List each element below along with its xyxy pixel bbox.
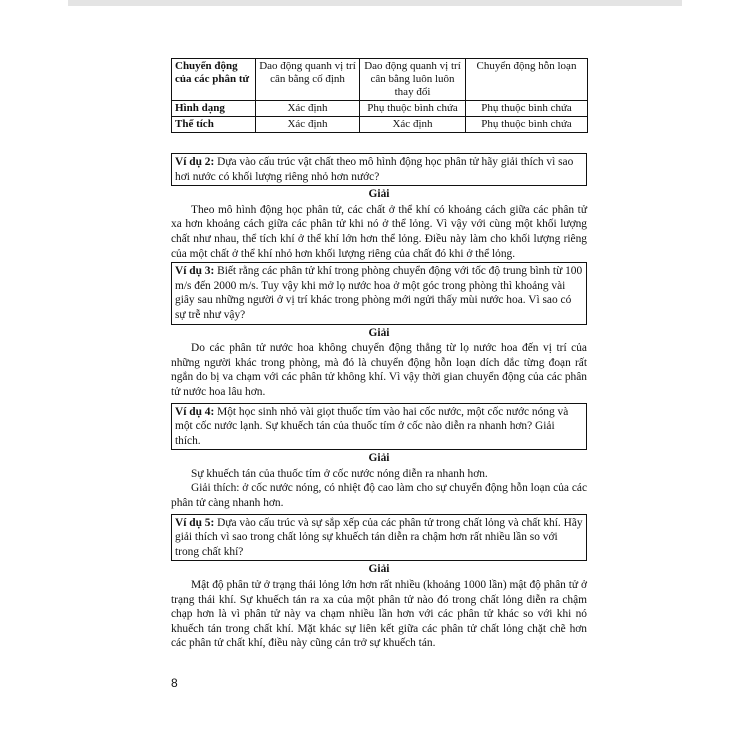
table-row — [172, 117, 588, 133]
table-cell: Phụ thuộc bình chứa — [466, 117, 588, 133]
table-cell: Phụ thuộc bình chứa — [466, 101, 588, 117]
solution-heading: Giải — [368, 188, 390, 201]
table-header-cell: Chuyển động hỗn loạn — [466, 59, 588, 101]
table-header-cell: Dao động quanh vị trí cân bằng cố định — [256, 59, 360, 101]
example-label: Ví dụ 5: — [175, 516, 215, 529]
page-content — [171, 58, 587, 651]
example-label: Ví dụ 3: — [175, 265, 215, 278]
table-cell: Xác định — [256, 117, 360, 133]
solution-heading: Giải — [368, 563, 390, 576]
example-box — [171, 514, 587, 562]
table-cell: Xác định — [360, 117, 466, 133]
solution-paragraph: Giải thích: ở cốc nước nóng, có nhiệt độ cao làm cho sự chuyển động hỗn loạn của các phân tử càng nhanh hơn. — [171, 482, 587, 510]
page-number: 8 — [171, 676, 178, 690]
table-cell: Xác định — [256, 101, 360, 117]
table-cell: Phụ thuộc bình chứa — [360, 101, 466, 117]
solution-paragraph: Sự khuếch tán của thuốc tím ở cốc nước nóng diễn ra nhanh hơn. — [191, 467, 488, 480]
example-box — [171, 153, 587, 186]
solution-paragraph: Mật độ phân tử ở trạng thái lỏng lớn hơn rất nhiều (khoảng 1000 lần) mật độ phân tử ở trạng thái khí. Sự khuếch tán ra xa của một phân tử nào đó trong chất lỏng diễn ra chậm chạp hơn là vì phân tử này va chạm nhiều lần hơn với các phân tử khác so với khi nó khuếch tán trong chất khí. Mặt khác sự liên kết giữa các phân tử chất lỏng chặt chẽ hơn các phân tử chất khí, điều này cũng cản trở sự khuếch tán. — [171, 579, 587, 650]
page-top-edge — [68, 0, 682, 6]
example-question: Một học sinh nhỏ vài giọt thuốc tím vào hai cốc nước, một cốc nước nóng và một cốc nước lạnh. Sự khuếch tán của thuốc tím ở cốc nào diễn ra nhanh hơn? Giải thích. — [175, 405, 569, 447]
solution-heading: Giải — [368, 452, 390, 465]
example-question: Dựa vào cấu trúc và sự sắp xếp của các phân tử trong chất lỏng và chất khí. Hãy giải thích vì sao trong chất lỏng sự khuếch tán diễn ra chậm hơn rất nhiều lần so với trong chất khí? — [175, 516, 583, 558]
example-box — [171, 403, 587, 451]
table-header-row — [172, 59, 588, 101]
solution-paragraph: Theo mô hình động học phân tử, các chất ở thể khí có khoảng cách giữa các phân tử xa hơn khoảng cách giữa các phân tử khi nó ở thể lỏng. Vì vậy với cùng một khối lượng chất như nhau, thể tích khí ở thể khí lớn hơn thể lỏng. Điều này làm cho khối lượng riêng của một chất ở thể khí nhỏ hơn khối lượng riêng của chất đó khi ở thể lỏng. — [171, 203, 587, 260]
table-row — [172, 101, 588, 117]
states-comparison-table — [171, 58, 588, 133]
solution-paragraph: Do các phân tử nước hoa không chuyển động thẳng từ lọ nước hoa đến vị trí của những người khác trong phòng, mà đó là chuyển động hỗn loạn dích dắc từng đoạn rất ngắn do bị va chạm với các phân tử không khí. Vì vậy thời gian chuyển động của các phân tử nước hoa lâu hơn. — [171, 342, 587, 398]
table-row-label: Thể tích — [172, 117, 256, 133]
example-question: Biết rằng các phân tử khí trong phòng chuyển động với tốc độ trung bình từ 100 m/s đến 2000 m/s. Tuy vậy khi mở lọ nước hoa ở một góc trong phòng thì khoảng vài giây sau những người ở vị trí khác trong phòng mới ngửi thấy mùi nước hoa. Vì sao có sự trễ như vậy? — [175, 265, 583, 321]
table-header-cell: Chuyển động của các phân tử — [172, 59, 256, 101]
example-box — [171, 262, 587, 324]
example-label: Ví dụ 2: — [175, 156, 215, 168]
table-header-cell: Dao động quanh vị trí cân bằng luôn luôn thay đổi — [360, 59, 466, 101]
table-row-label: Hình dạng — [172, 101, 256, 117]
example-label: Ví dụ 4: — [175, 405, 215, 418]
solution-heading: Giải — [368, 326, 390, 339]
example-question: Dựa vào cấu trúc vật chất theo mô hình động học phân tử hãy giải thích vì sao hơi nước có khối lượng riêng nhỏ hơn nước? — [175, 156, 574, 183]
